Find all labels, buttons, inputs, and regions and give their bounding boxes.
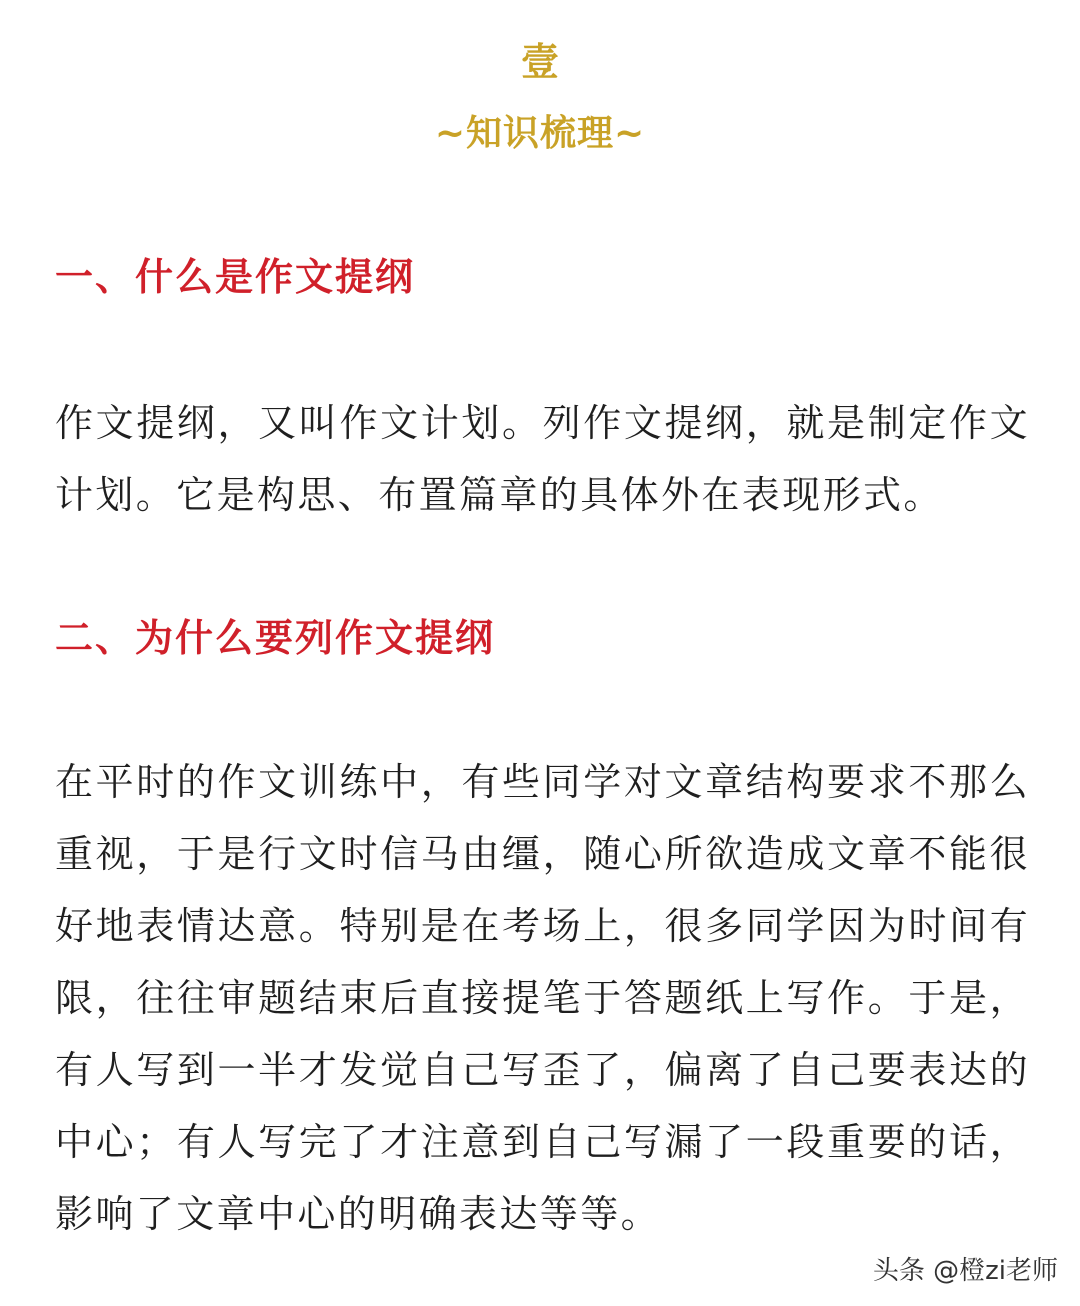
section-number: 壹	[520, 40, 559, 84]
section-subtitle: ~知识梳理~	[434, 113, 646, 154]
watermark-author: 头条 @橙zi老师	[872, 1256, 1058, 1286]
heading-what-is-outline: 一、什么是作文提纲	[55, 255, 416, 299]
paragraph-what-is-outline: 作文提纲，又叫作文计划。列作文提纲，就是制定作文计划。它是构思、布置篇章的具体外在表现形式。	[55, 401, 1030, 517]
heading-why-outline: 二、为什么要列作文提纲	[55, 616, 496, 660]
paragraph-why-outline: 在平时的作文训练中，有些同学对文章结构要求不那么重视，于是行文时信马由缰，随心所欲造成文章不能很好地表情达意。特别是在考场上，很多同学因为时间有限，往往审题结束后直接提笔于答题纸上写作。于是，有人写到一半才发觉自己写歪了，偏离了自己要表达的中心；有人写完了才注意到自己写漏了一段重要的话，影响了文章中心的明确表达等等。	[55, 760, 1030, 1236]
